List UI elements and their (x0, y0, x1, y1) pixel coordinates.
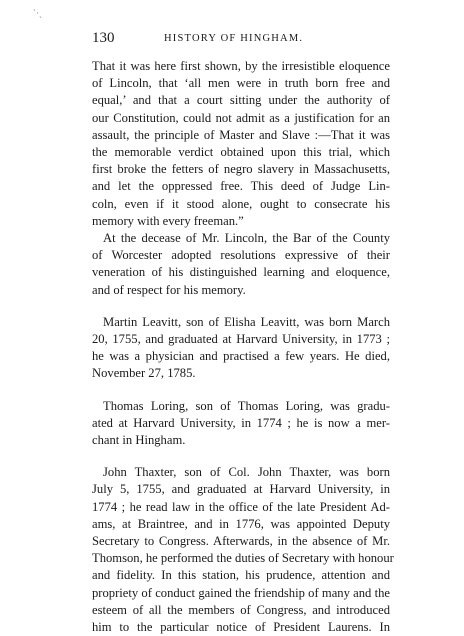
text-line: John Thaxter, son of Col. John Thaxter, was born (103, 465, 390, 480)
text-line: memory with every freeman.” (92, 213, 244, 228)
text-line: propriety of conduct gained the friendship of many and the (92, 585, 390, 600)
text-line: him to the particular notice of President Laurens. In (92, 620, 390, 635)
paragraph-gap (92, 449, 390, 464)
text-line: of Worcester adopted resolutions expressive of their (92, 248, 390, 263)
text-line: assault, the principle of Master and Slave :—That it was (92, 127, 390, 142)
paragraph-gap (92, 299, 390, 314)
text-line: At the decease of Mr. Lincoln, the Bar of the County (103, 231, 390, 246)
text-line: coln, even if it stood alone, ought to consecrate his (92, 196, 390, 211)
text-line: of Lincoln, that ‘all men were in truth born free and (92, 76, 390, 91)
text-line: the memorable verdict obtained upon this trial, which (92, 145, 390, 160)
text-line: That it was here first shown, by the irresistible eloquence (92, 59, 390, 73)
text-line: ams, at Braintree, and in 1776, was appointed Deputy (92, 516, 390, 531)
text-line: Martin Leavitt, son of Elisha Leavitt, was born March (103, 314, 390, 329)
text-line: first broke the fetters of negro slavery in Massachusetts, (92, 162, 390, 177)
paragraph-gap (92, 383, 390, 398)
text-line: and let the oppressed free. This deed of Judge Lin- (92, 179, 390, 194)
text-line: 20, 1755, and graduated at Harvard University, in 1773 ; (92, 332, 390, 347)
text-line: 1774 ; he read law in the office of the late President Ad- (92, 499, 390, 514)
running-title: HISTORY OF HINGHAM. (164, 33, 304, 44)
margin-mark: ˋ·ˏ (33, 8, 42, 18)
text-line: Secretary to Congress. Afterwards, in the absence of Mr. (92, 534, 390, 549)
text-line: Thomson, he performed the duties of Secretary with honour (92, 551, 394, 566)
page-number: 130 (92, 30, 115, 46)
text-line: July 5, 1755, and graduated at Harvard University, in (92, 482, 390, 497)
text-line: chant in Hingham. (92, 433, 186, 448)
text-line: and of respect for his memory. (92, 282, 246, 297)
text-line: November 27, 1785. (92, 366, 196, 381)
text-line: esteem of all the members of Congress, and introduced (92, 602, 390, 617)
text-line: Thomas Loring, son of Thomas Loring, was gradu- (103, 398, 390, 413)
text-line: equal,’ and that a court sitting under the authority of (92, 93, 390, 108)
text-line: and fidelity. In this station, his prudence, attention and (92, 568, 390, 583)
text-line: our Constitution, could not admit as a justification for an (92, 110, 390, 125)
text-line: ated at Harvard University, in 1774 ; he is now a mer- (92, 415, 390, 430)
body-text (92, 58, 394, 636)
page-header (92, 30, 392, 48)
text-line: veneration of his distinguished learning and eloquence, (92, 265, 390, 280)
text-line: he was a physician and practised a few years. He died, (92, 349, 390, 364)
